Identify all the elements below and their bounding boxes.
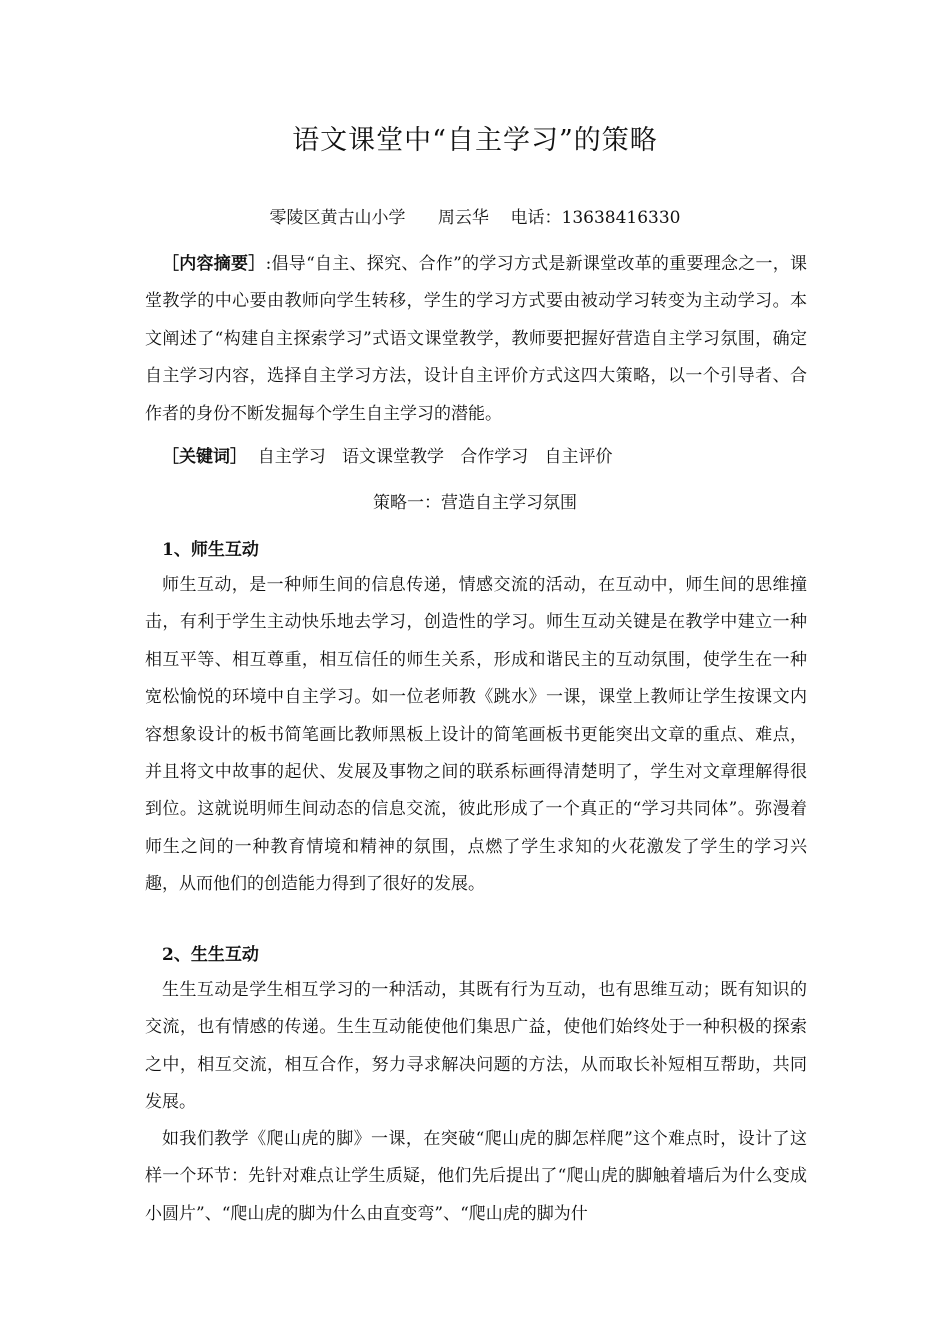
section-heading: 1、师生互动: [162, 540, 259, 560]
keywords-line: [162, 442, 612, 467]
abstract-paragraph: [145, 246, 807, 433]
keywords-label: ［关键词］: [162, 447, 247, 467]
keywords-text: 自主学习 语文课堂教学 合作学习 自主评价: [247, 447, 613, 467]
section-paragraph: 生生互动是学生相互学习的一种活动，其既有行为互动，也有思维互动；既有知识的交流，也有情感的传递。生生互动能使他们集思广益，使他们始终处于一种积极的探索之中，相互交流，相互合作，努力寻求解决问题的方法，从而取长补短相互帮助，共同发展。: [145, 980, 807, 1113]
abstract-text: :倡导“自主、探究、合作”的学习方式是新课堂改革的重要理念之一，课堂教学的中心要由教师向学生转移，学生的学习方式要由被动学习转变为主动学习。本文阐述了“构建自主探索学习”式语文课堂教学，教师要把握好营造自主学习氛围，确定自主学习内容，选择自主学习方法，设计自主评价方式这四大策略，以一个引导者、合作者的身份不断发掘每个学生自主学习的潜能。: [145, 254, 807, 424]
abstract-label: ［内容摘要］: [162, 254, 266, 274]
author-line: 零陵区黄古山小学 周云华 电话：13638416330: [269, 208, 681, 228]
section-paragraph: 如我们教学《爬山虎的脚》一课，在突破“爬山虎的脚怎样爬”这个难点时，设计了这样一个环节：先针对难点让学生质疑，他们先后提出了“爬山虎的脚触着墙后为什么变成小圆片”、“爬山虎的脚为什么由直变弯”、“爬山虎的脚为什: [145, 1129, 807, 1224]
section-heading: 2、生生互动: [162, 945, 259, 965]
document-title: 语文课堂中“自主学习”的策略: [292, 125, 658, 156]
strategy-heading: 策略一：营造自主学习氛围: [373, 493, 577, 513]
section-paragraph: 师生互动，是一种师生间的信息传递，情感交流的活动，在互动中，师生间的思维撞击，有利于学生主动快乐地去学习，创造性的学习。师生互动关键是在教学中建立一种相互平等、相互尊重，相互信任的师生关系，形成和谐民主的互动氛围，使学生在一种宽松愉悦的环境中自主学习。如一位老师教《跳水》一课，课堂上教师让学生按课文内容想象设计的板书简笔画比教师黑板上设计的简笔画板书更能突出文章的重点、难点，并且将文中故事的起伏、发展及事物之间的联系标画得清楚明了，学生对文章理解得很到位。这就说明师生间动态的信息交流，彼此形成了一个真正的“学习共同体”。弥漫着师生之间的一种教育情境和精神的氛围，点燃了学生求知的火花激发了学生的学习兴趣，从而他们的创造能力得到了很好的发展。: [145, 575, 807, 895]
